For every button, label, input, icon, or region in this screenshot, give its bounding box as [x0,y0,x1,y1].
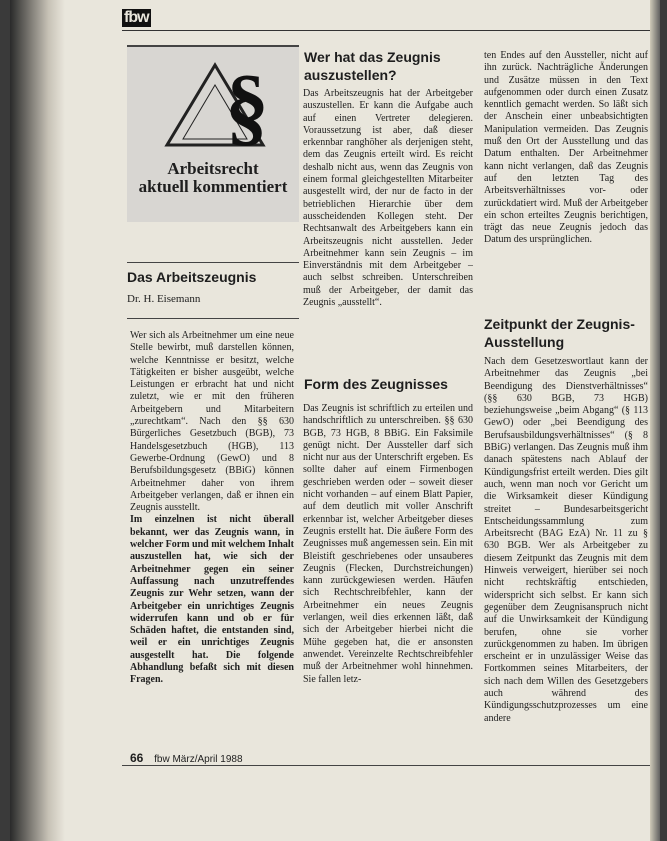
column-3-part2 [484,356,648,742]
article-title: Das Arbeitszeugnis [127,269,257,285]
intro-text: Wer sich als Arbeitnehmer um eine neue Stelle bewirbt, muß darstellen können, welche Kenntnisse er besitzt, welche Tätigkeiten er bisher ausgeübt, welche Leistungen er erbracht hat und nicht zuletzt, wie er mit den früheren Arbeitgebern und Mitarbeitern „zurechtkam“. Nach den §§ 630 Bürgerliches Gesetzbuch (BGB), 73 Handelsgesetzbuch (HGB), 113 Gewerbe-Ordnung (GewO) und 8 Berufsbildungsgesetz (BBiG) können Arbeitnehmer daher von ihrem Arbeitgeber verlangen, daß er ihnen ein Zeugnis ausstellt. [130,330,294,514]
magazine-logo: fbw [124,9,149,26]
heading-form: Form des Zeugnisses [304,376,448,392]
title-rule [127,262,299,263]
rubric-title-line1: Arbeitsrecht [167,159,259,178]
page-edge-shadow [10,0,65,841]
paragraph-symbol-icon [127,47,299,159]
wer-hat-text: Das Arbeitszeugnis hat der Arbeitgeber auszustellen. Er kann die Aufgabe auch auf einen Vertreter delegieren. Voraussetzung ist aber, daß dieser erkennbar ranghöher als derjenigen steht, dem das Zeugnis erteilt wird. Es reicht deshalb nicht aus, wenn das Zeugnis von einem formal gleichgestellten Mitarbeiter ausgestellt wird, der nur de facto in der betrieblichen Hierarchie über dem ausscheidenden Kollegen steht. Der Rechtsanwalt des Arbeitgebers kann ein Arbeitszeugnis nicht ausstellen. Jeder Arbeitnehmer kann sein Zeugnis – im Einverständnis mit dem Arbeitgeber – auch selbst schreiben. Unterschreiben muß der Arbeitgeber, der damit das Zeugnis „ausstellt“. [303,88,473,309]
rubric-title [127,160,299,196]
issue-label: fbw März/April 1988 [154,754,243,765]
form-continued-text: ten Endes auf den Aussteller, nicht auf ihn zurück. Nachträgliche Änderungen und Zusätze müssen in den Text aufgenommen oder durch einen Zusatz kenntlich gemacht werden. So läßt sich der Anschein einer unbeabsichtigten Manipulation vermeiden. Das Zeugnis muß den Ort der Ausstellung und das Datum enthalten. Der Arbeitnehmer kann nicht verlangen, daß das Zeugnis auf den letzten Tag des Arbeitsverhältnisses vor- oder zurückdatiert wird. Muß der Arbeitgeber ein schon erteiltes Zeugnis berichtigen, trägt das neue Zeugnis jedoch das Datum des ursprünglichen. [484,50,648,246]
rubric-title-line2: aktuell kommentiert [138,177,288,196]
column-1 [130,330,294,742]
form-text: Das Zeugnis ist schriftlich zu erteilen und handschriftlich zu unterschreiben. §§ 630 BGB, 73 HGB, 8 BBiG. Ein Faksimile genügt nicht. Der Aussteller darf sich nicht nur aus der Unterschrift ergeben. Es sollte daher auf einem Firmenbogen geschrieben werden oder – soweit dieser nicht vorhanden – auf einem Blatt Papier, auf dem deutlich mit voller Anschrift erkennbar ist, welcher Arbeitgeber dieses Zeugnis erstellt hat. Die äußere Form des Zeugnisses muß angemessen sein. Ein mit Bleistift geschriebenes oder unsauberes Zeugnis (Flecken, Durchstreichungen) kann zurückgewiesen werden. Häufen sich Rechtschreibfehler, kann der Arbeitnehmer ein neues Zeugnis verlangen, weil dies erkennen läßt, daß sich der Arbeitgeber hierbei nicht die Mühe gegeben hat, die er ansonsten anwendet. Vereinzelte Rechtschreibfehler muß der Arbeitnehmer wohl hinnehmen. Sie fallen letz- [303,403,473,685]
page-footer [130,751,243,765]
header-rule [122,30,660,31]
zeitpunkt-text: Nach dem Gesetzeswortlaut kann der Arbeitnehmer das Zeugnis „bei Beendigung des Dienstverhältnisses“ (§§ 630 BGB, 73 HGB) beziehungsweise „beim Abgang“ (§ 113 GewO) oder „bei Beendigung des Berufsausbildungsverhältnisses“ (§ 8 BBiG) verlangen. Das Zeugnis muß ihm danach spätestens nach Ablauf der Kündigungsfrist erteilt werden. Dies gilt auch, wenn man noch vor Gericht um die Wirksamkeit dieser Kündigung streitet – Bundesarbeitsgericht Entscheidungssammlung zum Arbeitsrecht (BAG EzA) Nr. 11 zu § 630 BGB. Wer als Arbeitgeber zu diesem Zeitpunkt das Zeugnis mit dem Hinweis verweigert, hierüber sei noch nicht rechtskräftig entschieden, widerspricht sich selbst. Er kann sich gegenüber dem Zeugnisanspruch nicht auf die Unwirksamkeit der Kündigung berufen, ohne sie vorher zurückgenommen zu haben. Im übrigen erscheint er in unzulässiger Weise das Fortkommen seines Mitarbeiters, der sich nach dem Willen des Gesetzgebers auch während des Kündigungsschutzprozesses um eine andere [484,356,648,724]
page-number: 66 [130,751,144,765]
rubric-box [127,45,299,222]
intro-bold-text: Im einzelnen ist nicht überall bekannt, wer das Zeugnis wann, in welcher Form und mit welchem Inhalt auszustellen hat, wie sich der Arbeitnehmer gegen ein seiner Auffassung nach unzutreffendes Zeugnis zur Wehr setzen, wann der Arbeitgeber ein unrichtiges Zeugnis widerrufen kann und ob er für Schäden haftet, die entstanden sind, weil er ein unrichtiges Zeugnis ausgestellt hat. Die folgende Abhandlung befaßt sich mit diesen Fragen. [130,514,294,686]
page-right-edge [650,0,660,841]
article-author: Dr. H. Eisemann [127,293,201,305]
footer-rule [122,765,660,766]
column-2-part1 [303,88,473,350]
column-2-part2 [303,403,473,741]
heading-zeitpunkt: Zeitpunkt der Zeugnis-Ausstellung [484,316,635,350]
column-3-part1 [484,50,648,290]
author-rule [127,318,299,319]
heading-wer-hat: Wer hat das Zeugnis auszustellen? [304,49,441,83]
magazine-page [10,0,660,841]
section-sign-glyph: § [225,58,269,155]
